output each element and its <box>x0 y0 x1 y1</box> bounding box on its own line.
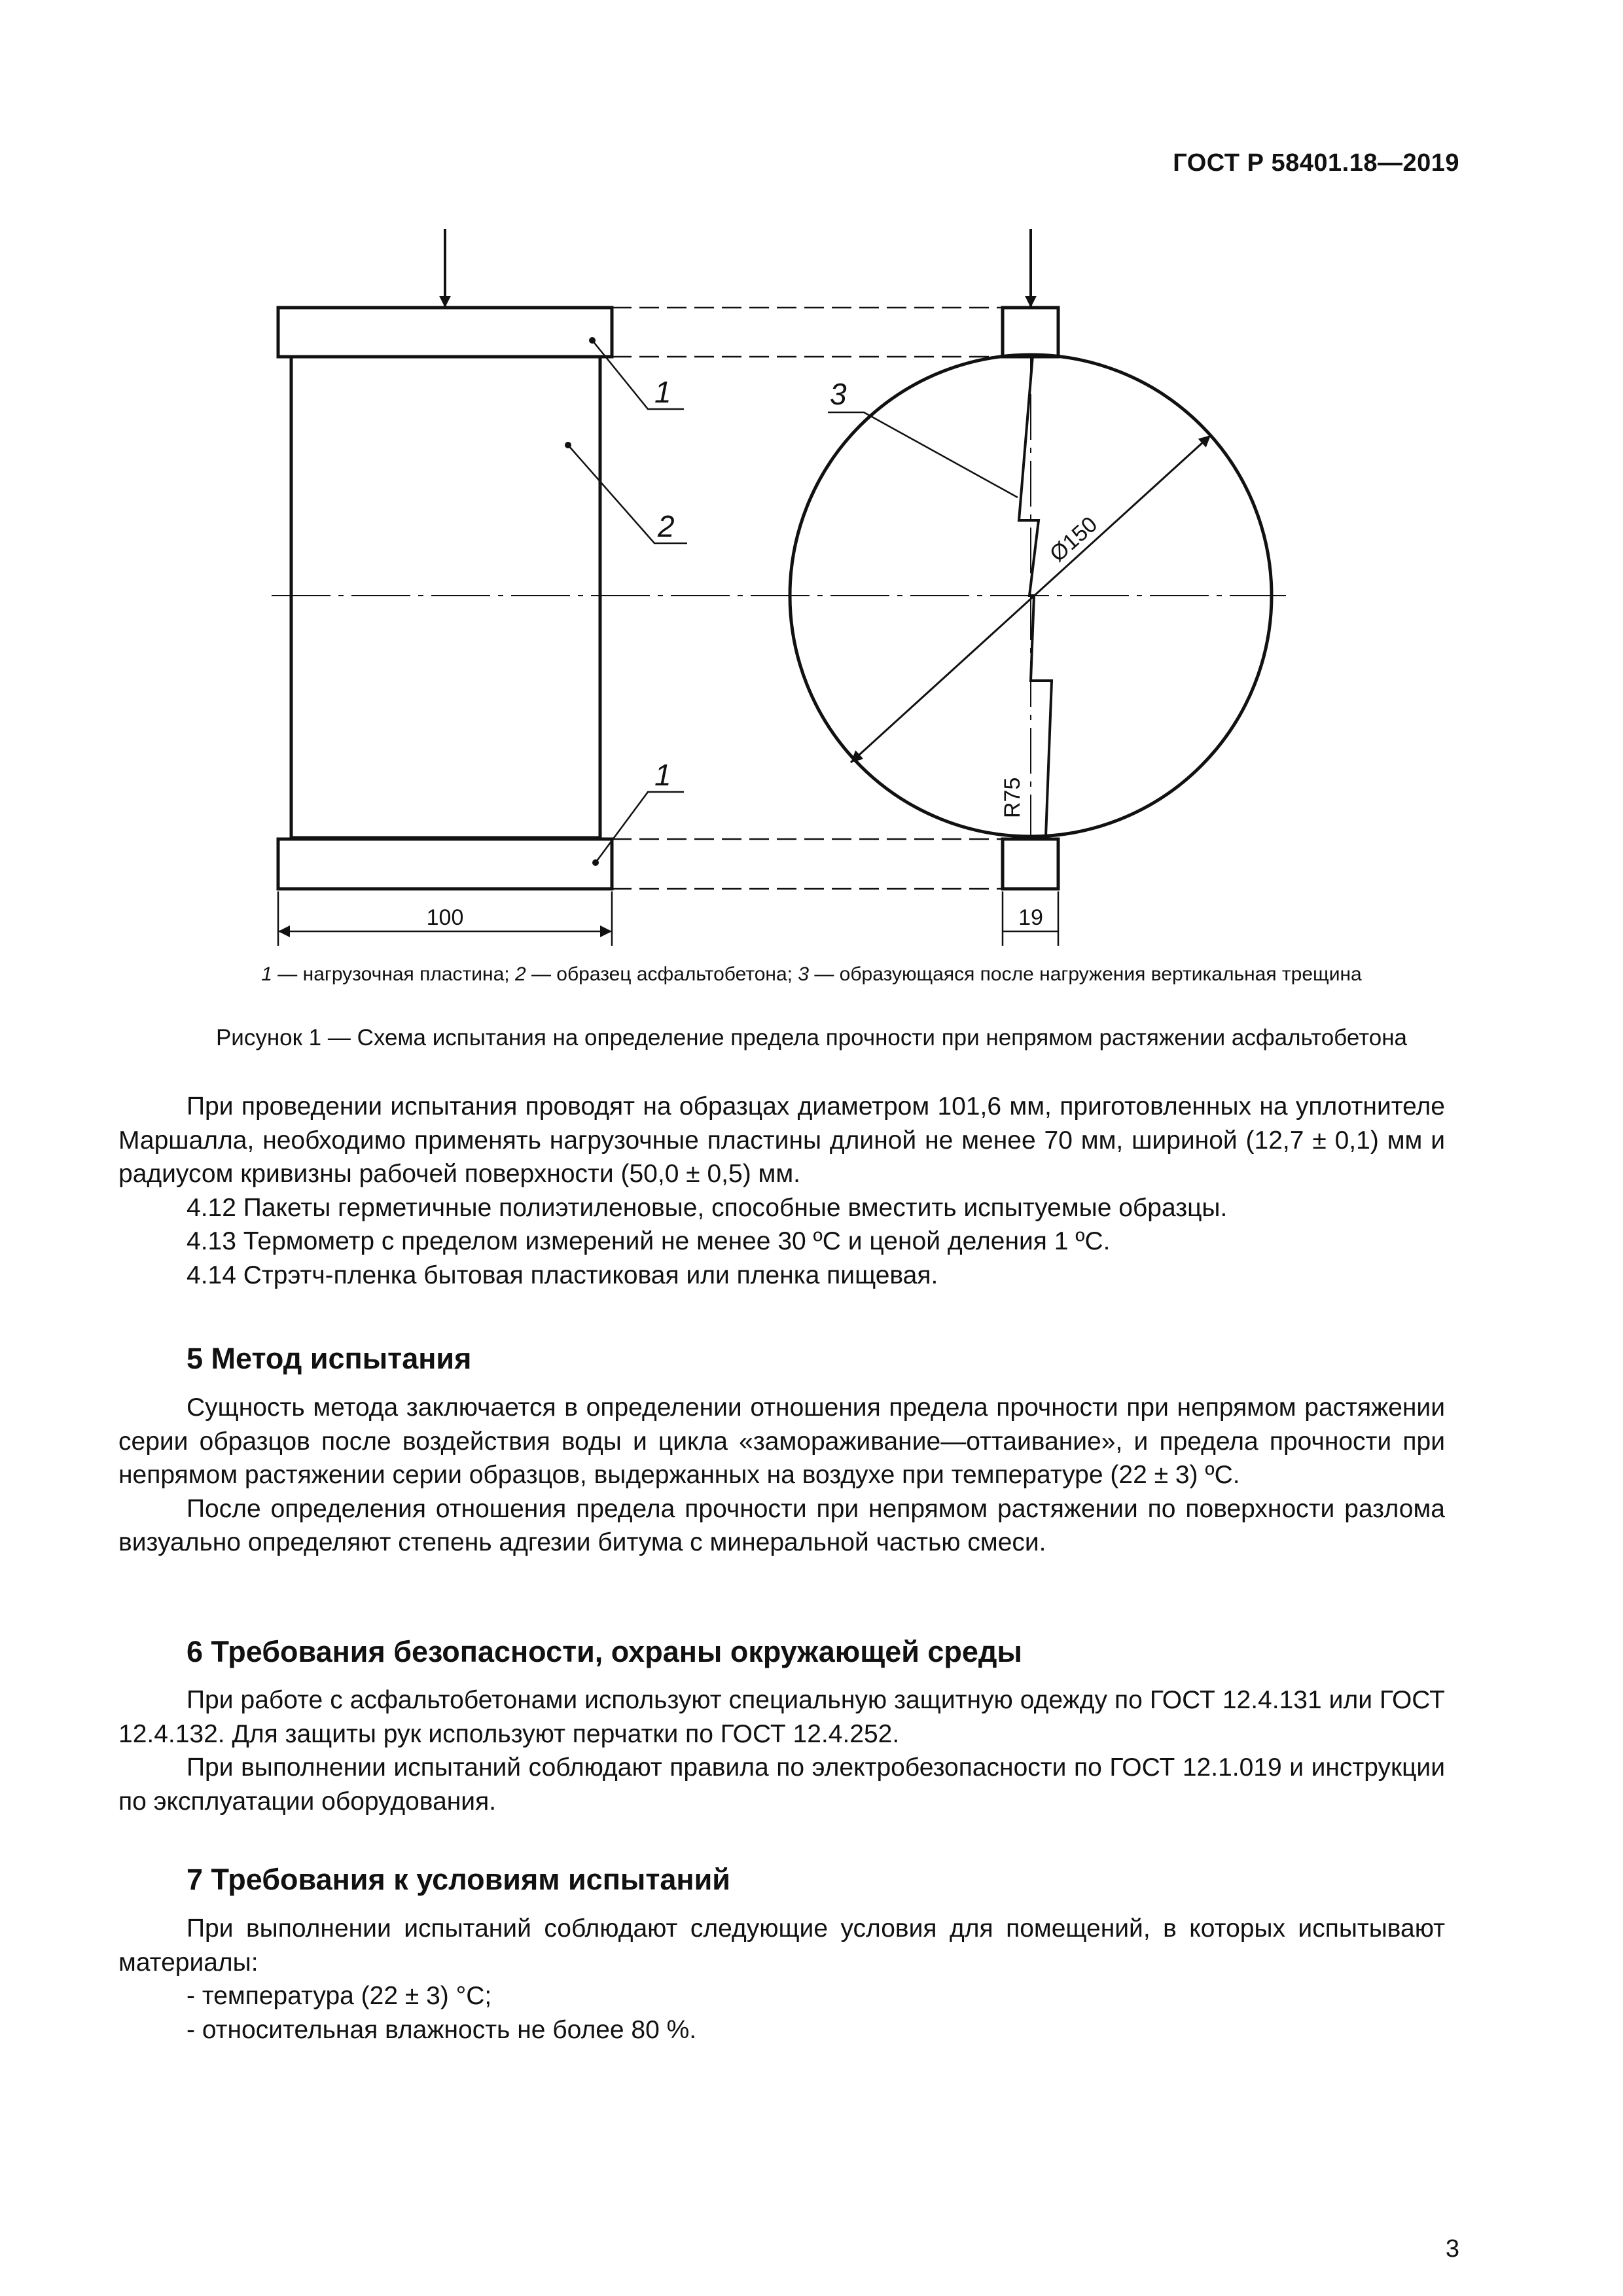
loading-plate-top <box>278 308 612 357</box>
legend-number-2: 2 <box>514 963 526 985</box>
callout-sample: 2 <box>658 509 675 543</box>
loading-plate-front-top <box>1003 308 1058 357</box>
equipment-paragraphs <box>118 1090 1445 1292</box>
plate-width-dimension-label: 19 <box>1018 905 1043 930</box>
list-item: - относительная влажность не более 80 %. <box>187 2015 697 2044</box>
figure-caption: Рисунок 1 — Схема испытания на определение предела прочности при непрямом растяжении асфальтобетона <box>215 1025 1408 1050</box>
paragraph: Сущность метода заключается в определении отношения предела прочности при непрямом растяжении серии образцов после воздействия воды и цикла «замораживание—оттаивание», и предела прочности при непрямом растяжении серии образцов, выдержанных на воздухе при температуре (22 ± 3) ºС. <box>118 1393 1445 1489</box>
callout-plate-top: 1 <box>654 375 671 409</box>
legend-text-2: — образец асфальтобетона; <box>526 963 798 985</box>
loading-plate-front-bottom <box>1003 839 1058 889</box>
asphalt-sample-side <box>291 357 600 838</box>
legend-number-3: 3 <box>798 963 809 985</box>
diameter-label: Ø150 <box>1044 512 1103 567</box>
paragraph: После определения отношения предела прочности при непрямом растяжении по поверхности разлома визуально определяют степень адгезии битума с минеральной частью смеси. <box>118 1494 1445 1556</box>
page-number: 3 <box>1445 2235 1459 2263</box>
section-5-body <box>118 1391 1445 1560</box>
paragraph: При проведении испытания проводят на образцах диаметром 101,6 мм, приготовленных на уплотнителе Маршалла, необходимо применять нагрузочные пластины длиной не менее 70 мм, шириной (12,7 ± 0,1) мм и радиусом кривизны рабочей поверхности (50,0 ± 0,5) мм. <box>118 1092 1445 1188</box>
section-7 <box>118 1860 1445 1899</box>
document-header: ГОСТ Р 58401.18—2019 <box>1173 149 1459 177</box>
legend-text-3: — образующаяся после нагружения вертикальная трещина <box>809 963 1362 985</box>
section-heading: 7 Требования к условиям испытаний <box>187 1863 730 1896</box>
loading-plate-bottom <box>278 839 612 889</box>
section-7-body <box>118 1912 1445 2047</box>
legend-text-1: — нагрузочная пластина; <box>272 963 515 985</box>
paragraph: 4.14 Стрэтч-пленка бытовая пластиковая или пленка пищевая. <box>187 1261 938 1289</box>
section-6-body <box>118 1683 1445 1818</box>
radius-label: R75 <box>1000 777 1025 818</box>
paragraph: При выполнении испытаний соблюдают следующие условия для помещений, в которых испытывают материалы: <box>118 1914 1445 1977</box>
paragraph: 4.13 Термометр с пределом измерений не менее 30 ºС и ценой деления 1 ºС. <box>187 1227 1111 1255</box>
callout-plate-bottom: 1 <box>654 758 671 792</box>
figure-legend <box>164 963 1459 986</box>
paragraph: При выполнении испытаний соблюдают правила по электробезопасности по ГОСТ 12.1.019 и инструкции по эксплуатации оборудования. <box>118 1753 1445 1816</box>
list-item: - температура (22 ± 3) °С; <box>187 1982 492 2010</box>
section-heading: 6 Требования безопасности, охраны окружающей среды <box>187 1635 1022 1668</box>
callout-dots <box>565 337 599 866</box>
callout-leaders <box>568 340 1018 863</box>
side-view <box>278 229 612 889</box>
paragraph: При работе с асфальтобетонами используют специальную защитную одежду по ГОСТ 12.4.131 или ГОСТ 12.4.132. Для защиты рук используют перчатки по ГОСТ 12.4.252. <box>118 1686 1445 1748</box>
width-dimension <box>278 891 1058 946</box>
figure-1-diagram <box>0 0 1623 956</box>
section-6 <box>118 1632 1445 1672</box>
paragraph: 4.12 Пакеты герметичные полиэтиленовые, способные вместить испытуемые образцы. <box>187 1193 1228 1222</box>
section-5 <box>118 1339 1445 1378</box>
width-dimension-label: 100 <box>426 905 464 930</box>
section-heading: 5 Метод испытания <box>187 1342 472 1375</box>
legend-number-1: 1 <box>261 963 272 985</box>
callout-crack: 3 <box>830 377 847 411</box>
